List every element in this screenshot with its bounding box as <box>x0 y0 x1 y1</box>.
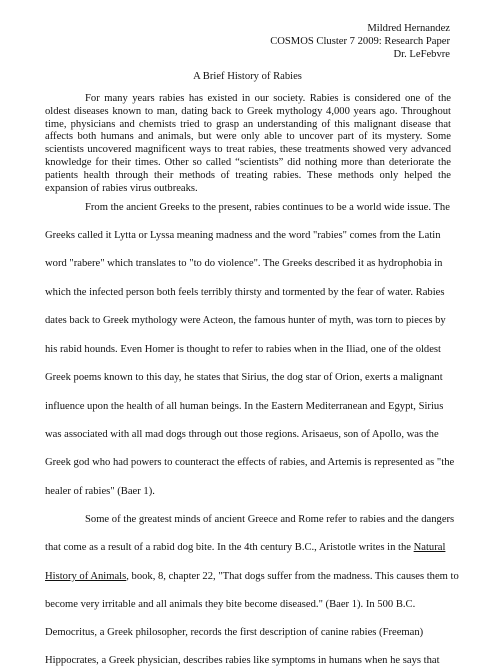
body-line: From the ancient Greeks to the present, rabies continues to be a world wide issue. The <box>85 202 450 213</box>
body-line: healer of rabies" (Baer 1). <box>45 486 155 497</box>
body-line: was associated with all mad dogs through out those regions. Arisaeus, son of Apollo, was the <box>45 429 439 440</box>
body-line: Democritus, a Greek philosopher, records the first description of canine rabies (Freeman) <box>45 627 424 638</box>
body-line: dates back to Greek mythology were Acteon, the famous hunter of myth, was torn to pieces by <box>45 315 446 326</box>
body-line <box>45 542 465 553</box>
body-line: which the infected person both feels terribly thirsty and tormented by the fear of water. Rabies <box>45 287 445 298</box>
body-line: become very irritable and all animals they bite become diseased." (Baer 1). In 500 B.C. <box>45 599 416 610</box>
book-title-separator: , <box>126 571 132 582</box>
body-line-text: that come as a result of a rabid dog bite. In the 4th century B.C., Aristotle writes in the <box>45 542 414 553</box>
body-line: his rabid hounds. Even Homer is thought to refer to rabies when in the Iliad, one of the oldest <box>45 344 441 355</box>
intro-paragraph: For many years rabies has existed in our society. Rabies is considered one of the oldest diseases known to man, dating back to Greek mythology 4,000 years ago. Throughout time, physicians and chemists tried to grasp an understanding of this malignant disease that affects both humans and animals, but were only able to uncover part of its mystery. Some scientists uncovered magnificent ways to treat rabies, these treatments showed very advanced knowledge for their times. Other so called “scientists” did nothing more than deteriorate the patients health through their methods of treating rabies. These methods only helped the expansion of rabies virus outbreaks. <box>45 93 451 194</box>
header-block <box>270 23 450 61</box>
book-title-link: History of Animals <box>45 571 127 582</box>
body-line: Some of the greatest minds of ancient Greece and Rome refer to rabies and the dangers <box>85 514 455 525</box>
body-line: influence upon the health of all human beings. In the Eastern Mediterranean and Egypt, Sirius <box>45 401 444 412</box>
paper-title: A Brief History of Rabies <box>193 71 302 82</box>
course-name: COSMOS Cluster 7 2009: Research Paper <box>270 35 450 47</box>
body-line: Greek poems known to this day, he states that Sirius, the dog star of Orion, exerts a malignant <box>45 372 443 383</box>
body-line: Greek god who had powers to counteract the effects of rabies, and Artemis is represented as "the <box>45 457 455 468</box>
author-name: Mildred Hernandez <box>367 23 450 34</box>
body-line: word "rabere" which translates to "to do violence". The Greeks described it as hydrophobia in <box>45 258 443 269</box>
body-line <box>45 571 465 582</box>
book-title-link: Natural <box>413 542 446 553</box>
body-line-text: book, 8, chapter 22, "That dogs suffer from the madness. This causes them to <box>131 571 459 582</box>
body-line: Hippocrates, a Greek physician, describes rabies like symptoms in humans when he says that <box>45 655 440 666</box>
instructor-name: Dr. LeFebvre <box>393 48 450 60</box>
body-line: Greeks called it Lytta or Lyssa meaning madness and the word "rabies" comes from the Latin <box>45 230 441 241</box>
